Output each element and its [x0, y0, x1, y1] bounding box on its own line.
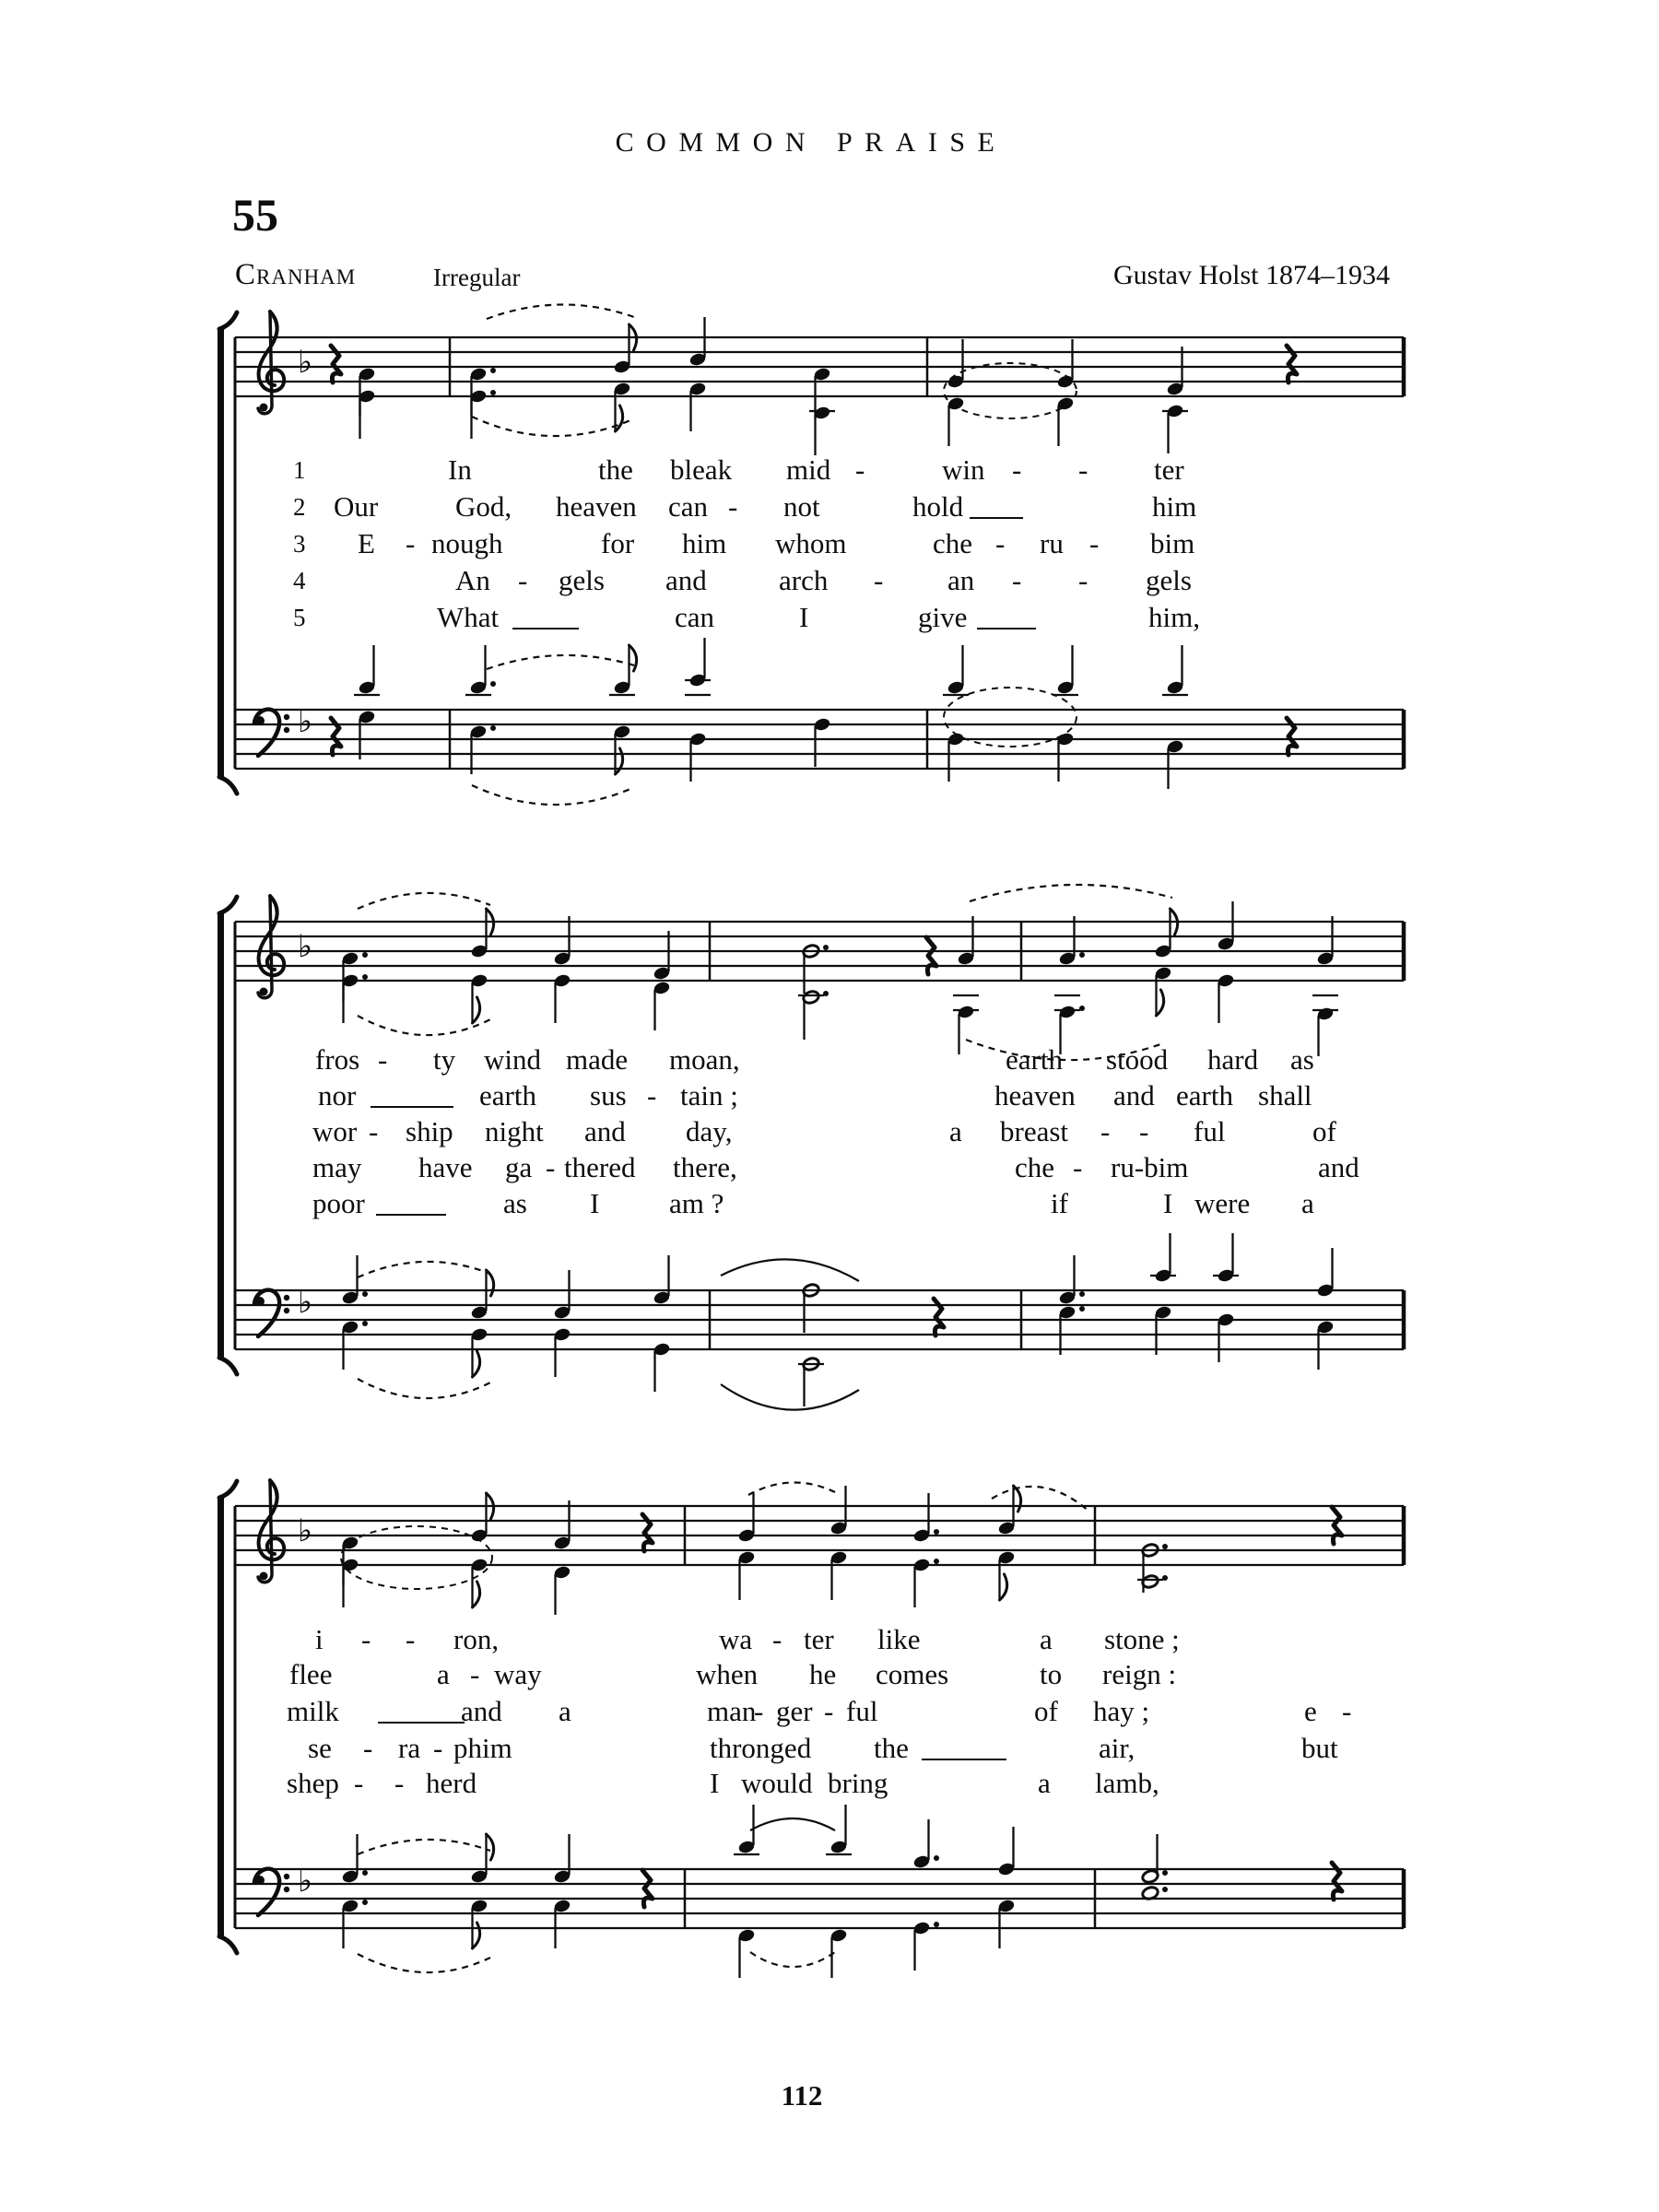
lyric-word: phim [453, 1732, 512, 1764]
verse-number: 2 [293, 493, 306, 521]
lyric-word: sus [590, 1079, 627, 1112]
lyric-word: ga [505, 1151, 533, 1183]
lyric-word: e [1304, 1695, 1317, 1727]
lyric-word: a [437, 1658, 450, 1690]
lyric-word: hard [1207, 1043, 1259, 1076]
lyric-word: - [406, 527, 416, 559]
lyric-word: and [1318, 1151, 1359, 1183]
lyric-extender-rule [922, 1759, 1006, 1760]
lyric-word: - [995, 527, 1006, 559]
lyric-word: - [824, 1695, 834, 1727]
lyric-word: whom [775, 527, 847, 559]
lyric-word: have [418, 1151, 473, 1183]
lyric-word: - [354, 1767, 364, 1799]
lyric-word: and [1113, 1079, 1155, 1112]
lyric-word: as [503, 1187, 527, 1219]
lyric-word: heaven [556, 490, 637, 523]
lyric-word: gels [1146, 564, 1192, 596]
lyric-word: thronged [710, 1732, 812, 1764]
lyric-word: che [1015, 1151, 1055, 1183]
lyric-word: - [1078, 564, 1088, 596]
lyric-word: to [1040, 1658, 1063, 1690]
lyric-word: - [363, 1732, 373, 1764]
lyric-word: earth [479, 1079, 536, 1112]
lyric-word: ful [846, 1695, 878, 1727]
lyric-word: flee [289, 1658, 333, 1690]
lyric-word: - [378, 1043, 388, 1076]
lyric-word: ship [406, 1115, 453, 1147]
lyric-word: ful [1194, 1115, 1226, 1147]
lyric-word: bring [828, 1767, 888, 1799]
verse-number: 4 [293, 567, 306, 594]
lyric-word: for [601, 527, 635, 559]
lyric-word: - [369, 1115, 379, 1147]
lyric-word: a [1301, 1187, 1314, 1219]
lyric-word: wind [484, 1043, 541, 1076]
lyric-word: tain ; [680, 1079, 738, 1112]
lyric-word: way [494, 1658, 542, 1690]
lyric-word: can [675, 601, 715, 633]
lyric-word: stone ; [1104, 1623, 1180, 1655]
lyric-word: lamb, [1095, 1767, 1159, 1799]
lyric-word: of [1034, 1695, 1058, 1727]
lyric-extender-rule [977, 628, 1036, 629]
verse-number: 1 [293, 456, 306, 484]
lyric-word: - [406, 1623, 416, 1655]
lyric-extender-rule [378, 1722, 465, 1724]
lyric-word: What [437, 601, 500, 633]
lyric-word: - [772, 1623, 782, 1655]
lyric-word: E [358, 527, 375, 559]
lyric-word: - [855, 453, 865, 486]
page-number: 112 [781, 2079, 823, 2112]
lyric-word: shep [287, 1767, 339, 1799]
lyric-word: when [696, 1658, 759, 1690]
tune-name: Cranham [235, 258, 357, 291]
lyric-word: i [315, 1623, 324, 1655]
flat-sign-icon: ♭ [298, 703, 313, 740]
flat-sign-icon: ♭ [298, 344, 313, 381]
lyric-word: a [1040, 1623, 1053, 1655]
lyric-word: - [433, 1732, 443, 1764]
lyric-word: but [1301, 1732, 1338, 1764]
lyric-extender-rule [512, 628, 579, 629]
lyric-word: nor [318, 1079, 357, 1112]
hymn-number: 55 [232, 189, 278, 241]
lyric-word: can [668, 490, 709, 523]
lyric-word: thered [564, 1151, 636, 1183]
lyric-word: breast [1000, 1115, 1069, 1147]
lyric-word: - [1012, 564, 1022, 596]
lyric-word: air, [1099, 1732, 1135, 1764]
lyric-word: a [559, 1695, 571, 1727]
lyric-word: herd [426, 1767, 477, 1799]
lyric-word: ty [433, 1043, 456, 1076]
lyric-word: as [1290, 1043, 1314, 1076]
lyric-word: of [1312, 1115, 1336, 1147]
lyric-word: heaven [994, 1079, 1076, 1112]
lyric-word: I [1163, 1187, 1173, 1219]
lyric-word: I [590, 1187, 600, 1219]
lyric-word: wor [312, 1115, 358, 1147]
lyric-word: - [647, 1079, 657, 1112]
lyric-word: poor [312, 1187, 365, 1219]
lyric-word: - [1078, 453, 1088, 486]
lyric-word: man [707, 1695, 757, 1727]
lyric-extender-rule [371, 1106, 453, 1108]
lyric-word: him, [1148, 601, 1200, 633]
lyric-word: am ? [669, 1187, 724, 1219]
lyric-word: ru-bim [1111, 1151, 1189, 1183]
lyric-word: comes [876, 1658, 949, 1690]
lyric-word: - [546, 1151, 556, 1183]
lyric-word: - [1100, 1115, 1111, 1147]
lyric-word: not [783, 490, 820, 523]
lyric-word: win [942, 453, 985, 486]
lyric-word: made [566, 1043, 629, 1076]
lyric-word: I [799, 601, 809, 633]
flat-sign-icon: ♭ [298, 928, 313, 965]
lyric-word: ra [398, 1732, 421, 1764]
lyric-word: - [394, 1767, 405, 1799]
lyric-word: wa [719, 1623, 753, 1655]
lyric-word: An [455, 564, 490, 596]
lyric-word: fros [315, 1043, 360, 1076]
lyric-word: may [312, 1151, 362, 1183]
lyric-word: like [877, 1623, 921, 1655]
lyric-word: ter [804, 1623, 834, 1655]
lyric-word: - [1089, 527, 1100, 559]
lyric-extender-rule [970, 517, 1023, 519]
lyric-word: earth [1006, 1043, 1063, 1076]
lyric-word: shall [1258, 1079, 1312, 1112]
lyric-word: ron, [453, 1623, 500, 1655]
lyric-word: - [1073, 1151, 1083, 1183]
lyric-word: In [448, 453, 472, 486]
lyric-word: and [584, 1115, 626, 1147]
lyric-word: an [947, 564, 975, 596]
lyric-word: give [918, 601, 968, 633]
lyric-word: reign : [1102, 1658, 1177, 1690]
lyric-word: and [665, 564, 707, 596]
lyric-word: there, [673, 1151, 737, 1183]
lyric-word: - [1342, 1695, 1352, 1727]
lyric-word: bim [1150, 527, 1195, 559]
lyric-word: the [874, 1732, 909, 1764]
lyric-word: che [933, 527, 973, 559]
lyric-word: - [754, 1695, 764, 1727]
lyric-word: I [710, 1767, 720, 1799]
lyric-extender-rule [376, 1214, 446, 1216]
lyric-word: stood [1106, 1043, 1169, 1076]
lyric-word: gels [559, 564, 605, 596]
verse-number: 3 [293, 530, 306, 558]
lyric-word: him [1152, 490, 1197, 523]
composer-credit: Gustav Holst 1874–1934 [1113, 260, 1390, 290]
lyric-word: a [1038, 1767, 1051, 1799]
lyric-word: - [1139, 1115, 1149, 1147]
lyric-word: would [741, 1767, 813, 1799]
lyric-word: if [1051, 1187, 1068, 1219]
verse-number: 5 [293, 604, 306, 631]
lyric-word: a [949, 1115, 962, 1147]
lyric-word: God, [455, 490, 512, 523]
lyric-word: - [361, 1623, 371, 1655]
lyric-word: - [1012, 453, 1022, 486]
lyric-word: se [308, 1732, 332, 1764]
lyric-word: he [809, 1658, 837, 1690]
lyric-word: - [728, 490, 738, 523]
flat-sign-icon: ♭ [298, 1863, 313, 1900]
lyric-word: day, [686, 1115, 733, 1147]
lyric-word: night [485, 1115, 544, 1147]
flat-sign-icon: ♭ [298, 1512, 313, 1549]
lyric-word: the [598, 453, 633, 486]
lyric-word: ter [1154, 453, 1184, 486]
lyric-word: ger [776, 1695, 813, 1727]
lyric-word: and [461, 1695, 502, 1727]
lyric-word: nough [431, 527, 503, 559]
lyric-word: Our [334, 490, 379, 523]
lyric-word: - [518, 564, 528, 596]
flat-sign-icon: ♭ [298, 1284, 313, 1321]
lyric-word: milk [287, 1695, 339, 1727]
lyric-word: him [682, 527, 727, 559]
lyric-word: were [1194, 1187, 1251, 1219]
running-head: COMMON PRAISE [615, 127, 1007, 158]
lyric-word: hold [912, 490, 964, 523]
meter-label: Irregular [433, 264, 521, 291]
lyric-word: mid [786, 453, 831, 486]
lyric-word: arch [779, 564, 829, 596]
lyric-word: earth [1176, 1079, 1233, 1112]
lyric-word: hay ; [1093, 1695, 1150, 1727]
lyric-word: bleak [670, 453, 733, 486]
lyric-word: ru [1040, 527, 1064, 559]
lyric-word: - [470, 1658, 480, 1690]
lyric-word: moan, [669, 1043, 740, 1076]
lyric-word: - [874, 564, 884, 596]
